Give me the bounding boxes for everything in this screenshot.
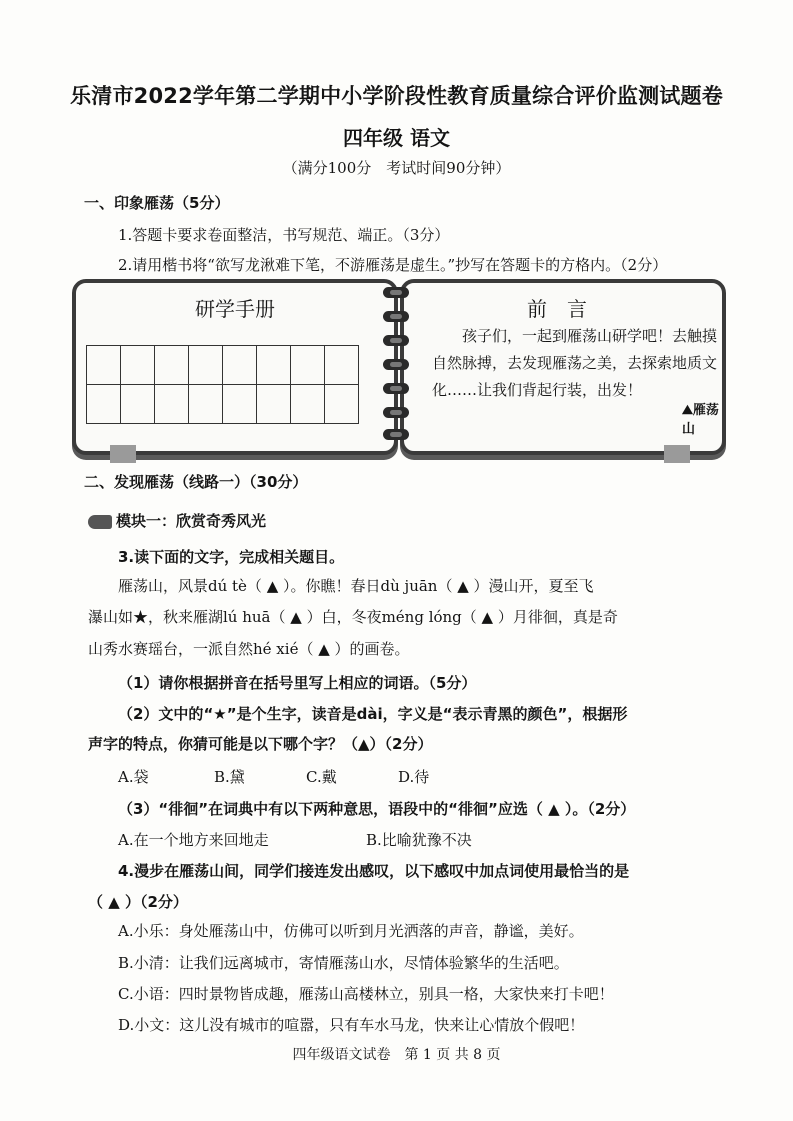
- pointing-hand-icon: [88, 515, 112, 529]
- question-2: 2.请用楷书将“欲写龙湫难下笔，不游雁荡是虚生。”抄写在答题卡的方格内。（2分）: [118, 256, 668, 274]
- logo-mountain-icon: ⛰: [682, 403, 693, 418]
- question-3-2-cont: 声字的特点，你猜可能是以下哪个字？（▲）（2分）: [88, 735, 433, 753]
- binder-ring-icon: [383, 359, 409, 370]
- passage-line: 瀑山如★，秋来雁湖lú huā（ ▲ ）白，冬夜méng lóng（ ▲ ）月徘徊，真是奇: [88, 608, 618, 626]
- option-c: C.小语：四时景物皆成趣，雁荡山高楼林立，别具一格，大家快来打卡吧！: [118, 985, 614, 1003]
- binder-ring-icon: [383, 311, 409, 322]
- option-c: C.戴: [306, 768, 337, 786]
- exam-info: （满分100分 考试时间90分钟）: [282, 159, 511, 177]
- question-4: 4.漫步在雁荡山间，同学们接连发出感叹，以下感叹中加点词使用最恰当的是: [118, 862, 630, 880]
- question-3-1: （1）请你根据拼音在括号里写上相应的词语。（5分）: [118, 674, 477, 692]
- binder-ring-icon: [383, 335, 409, 346]
- option-b: B.比喻犹豫不决: [366, 831, 472, 849]
- section-1-heading: 一、印象雁荡（5分）: [84, 194, 230, 212]
- passage-line: 山秀水赛瑶台，一派自然hé xié（ ▲ ）的画卷。: [88, 640, 410, 658]
- option-b: B.小清：让我们远离城市，寄情雁荡山水，尽情体验繁华的生活吧。: [118, 954, 569, 972]
- option-b: B.黛: [214, 768, 245, 786]
- option-a: A.袋: [118, 768, 149, 786]
- writing-grid: [86, 345, 359, 424]
- preface-text: 孩子们，一起到雁荡山研学吧！去触摸自然脉搏，去发现雁荡之美，去探索地质文化……让我们背起行装，出发！: [432, 327, 718, 399]
- option-a: A.在一个地方来回地走: [118, 831, 269, 849]
- question-3-3: （3）“徘徊”在词典中有以下两种意思，语段中的“徘徊”应选（ ▲ ）。（2分）: [118, 800, 636, 818]
- logo-text: 雁荡山: [682, 403, 719, 437]
- question-1: 1.答题卡要求卷面整洁，书写规范、端正。（3分）: [118, 226, 450, 244]
- notebook-preface: [432, 323, 717, 404]
- question-3: 3.读下面的文字，完成相关题目。: [118, 548, 345, 566]
- yandang-logo: [682, 399, 726, 437]
- option-a: A.小乐：身处雁荡山中，仿佛可以听到月光洒落的声音，静谧，美好。: [118, 922, 584, 940]
- bookmark-tab: [110, 445, 136, 463]
- exam-subject: 四年级 语文: [343, 126, 450, 150]
- question-3-2: （2）文中的“★”是个生字，读音是dài，字义是“表示青黑的颜色”，根据形: [118, 705, 628, 723]
- question-4-cont: （ ▲ ）（2分）: [88, 893, 188, 911]
- option-d: D.待: [398, 768, 430, 786]
- page-footer: 四年级语文试卷 第 1 页 共 8 页: [292, 1047, 501, 1063]
- bookmark-tab: [664, 445, 690, 463]
- binder-ring-icon: [383, 383, 409, 394]
- module-heading: [88, 510, 266, 531]
- binder-ring-icon: [383, 287, 409, 298]
- module-title: 模块一：欣赏奇秀风光: [116, 512, 267, 530]
- exam-title: 乐清市2022学年第二学期中小学阶段性教育质量综合评价监测试题卷: [70, 84, 723, 108]
- notebook-right-title: 前言: [527, 297, 607, 321]
- passage-line: 雁荡山，风景dú tè（ ▲ ）。你瞧！春日dù juān（ ▲ ）漫山开，夏至飞: [118, 577, 594, 595]
- study-notebook-illustration: [72, 279, 726, 454]
- binder-ring-icon: [383, 429, 409, 440]
- notebook-left-title: 研学手册: [195, 297, 275, 321]
- binder-ring-icon: [383, 407, 409, 418]
- section-2-heading: 二、发现雁荡（线路一）（30分）: [84, 473, 308, 491]
- option-d: D.小文：这儿没有城市的喧嚣，只有车水马龙，快来让心情放个假吧！: [118, 1016, 585, 1034]
